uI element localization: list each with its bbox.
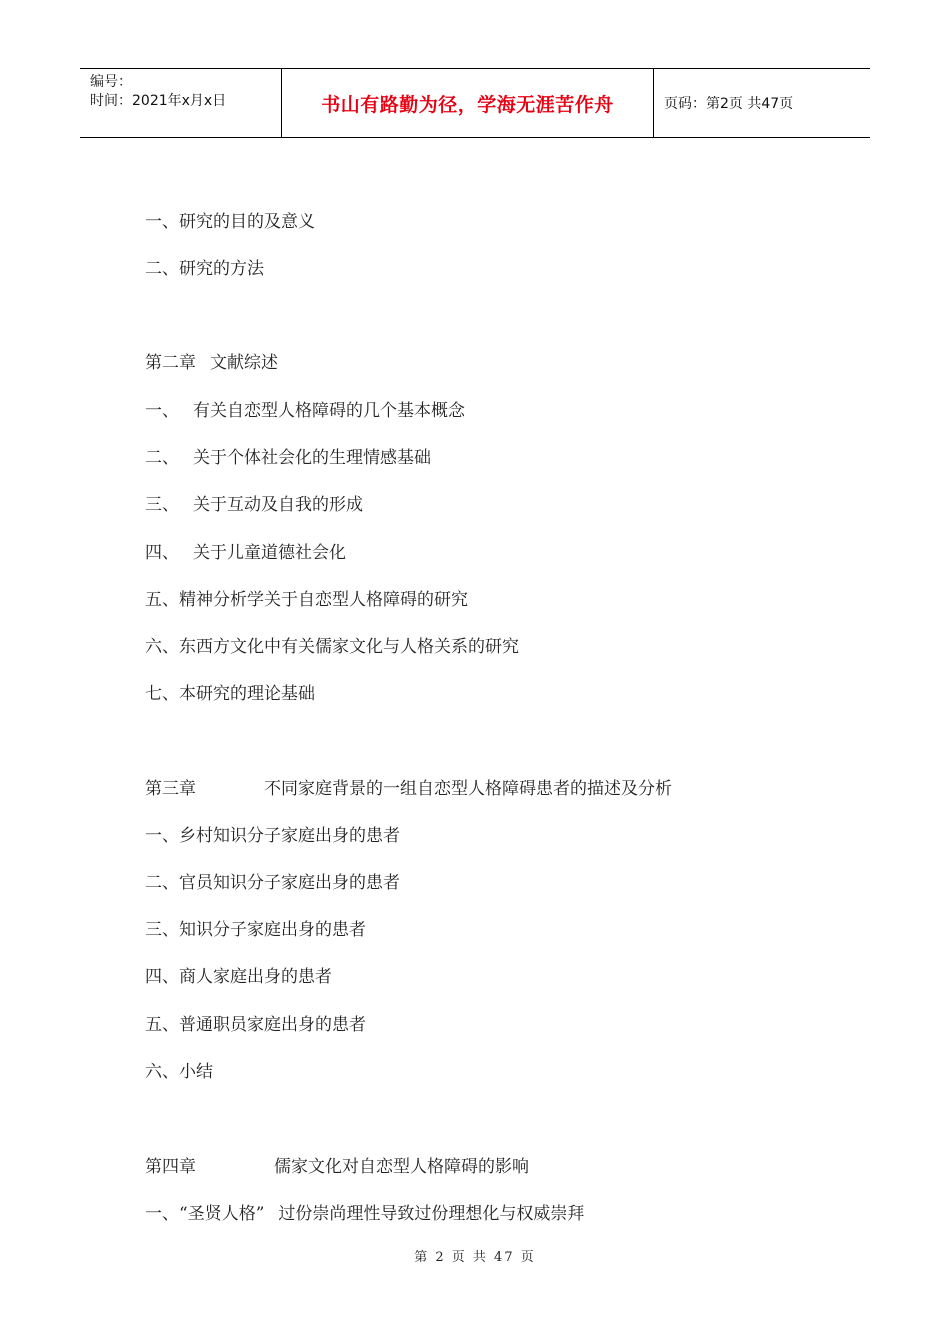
toc-item: 六、小结 [145,1062,213,1082]
toc-chapter-heading [145,774,672,799]
header-meta [80,69,281,137]
chapter-title: 儒家文化对自恋型人格障碍的影响 [274,1157,529,1177]
toc-item: 五、精神分析学关于自恋型人格障碍的研究 [145,590,468,610]
toc-item [145,1199,584,1224]
toc-item: 三、知识分子家庭出身的患者 [145,920,366,940]
item-number: 一、 [145,1204,179,1224]
item-number: 三、 [145,495,179,515]
toc-item: 一、乡村知识分子家庭出身的患者 [145,826,400,846]
toc-item: 七、本研究的理论基础 [145,684,315,704]
item-title: 关于互动及自我的形成 [193,495,363,515]
item-number: 二、 [145,448,179,468]
header-page-label: 页码：第2页 共47页 [664,96,794,112]
item-title: 有关自恋型人格障碍的几个基本概念 [193,401,465,421]
chapter-number: 第三章 [145,779,196,799]
toc-item: 二、研究的方法 [145,259,264,279]
toc-item: 二、官员知识分子家庭出身的患者 [145,873,400,893]
chapter-number: 第四章 [145,1157,196,1177]
toc-item [145,538,346,563]
toc-item: 一、研究的目的及意义 [145,212,315,232]
item-number: 四、 [145,543,179,563]
document-header [80,68,870,138]
chapter-title: 不同家庭背景的一组自恋型人格障碍患者的描述及分析 [264,779,672,799]
item-title: 过份崇尚理性导致过份理想化与权威崇拜 [278,1204,585,1224]
page-footer: 第 2 页 共 47 页 [414,1250,536,1265]
toc-item: 六、东西方文化中有关儒家文化与人格关系的研究 [145,637,519,657]
toc-item [145,490,363,515]
toc-item [145,396,465,421]
item-title: 关于儿童道德社会化 [193,543,346,563]
item-title: 关于个体社会化的生理情感基础 [193,448,431,468]
toc-item [145,443,431,468]
chapter-number: 第二章 [145,353,196,373]
header-motto: 书山有路勤为径，学海无涯苦作舟 [281,69,654,137]
item-quote: “圣贤人格” [179,1204,265,1224]
chapter-title: 文献综述 [210,353,278,373]
toc-chapter-heading [145,1152,529,1177]
toc-item: 五、普通职员家庭出身的患者 [145,1015,366,1035]
header-number-label: 编号： [90,74,132,90]
toc-item: 四、商人家庭出身的患者 [145,967,332,987]
item-number: 一、 [145,401,179,421]
toc-chapter-heading [145,348,278,373]
header-time-label: 时间：2021年x月x日 [90,93,227,109]
